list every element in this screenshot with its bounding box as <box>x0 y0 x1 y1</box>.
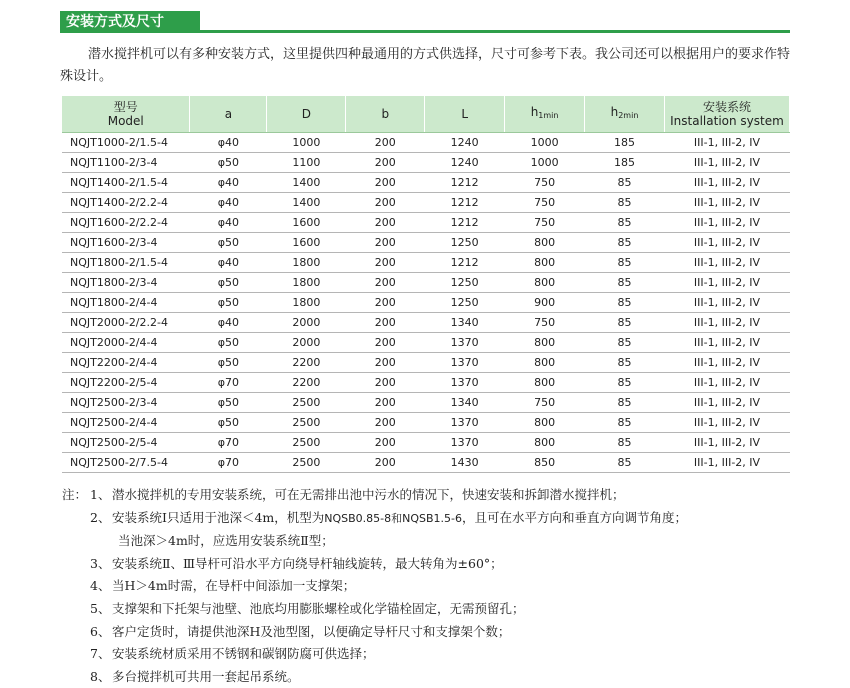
cell-b: 200 <box>346 393 425 413</box>
table-row <box>62 293 790 313</box>
cell-D: 1800 <box>267 253 346 273</box>
cell-D: 1100 <box>267 153 346 173</box>
cell-L: 1430 <box>425 453 505 473</box>
cell-model: NQJT1800-2/1.5-4 <box>62 253 190 273</box>
cell-sys: III-1, III-2, IV <box>664 273 789 293</box>
cell-L: 1212 <box>425 193 505 213</box>
cell-D: 1800 <box>267 293 346 313</box>
table-row <box>62 453 790 473</box>
cell-b: 200 <box>346 173 425 193</box>
header-L: L <box>425 96 505 133</box>
cell-L: 1370 <box>425 373 505 393</box>
cell-D: 2200 <box>267 353 346 373</box>
cell-h1: 800 <box>505 433 585 453</box>
cell-sys: III-1, III-2, IV <box>664 173 789 193</box>
cell-model: NQJT2000-2/2.2-4 <box>62 313 190 333</box>
table-row <box>62 213 790 233</box>
table-row <box>62 153 790 173</box>
table-row <box>62 373 790 393</box>
cell-model: NQJT2500-2/4-4 <box>62 413 190 433</box>
header-installation-system: 安装系统 Installation system <box>664 96 789 133</box>
cell-model: NQJT2200-2/5-4 <box>62 373 190 393</box>
cell-b: 200 <box>346 213 425 233</box>
cell-model: NQJT2500-2/7.5-4 <box>62 453 190 473</box>
cell-h1: 1000 <box>505 133 585 153</box>
header-model: 型号 Model <box>62 96 190 133</box>
cell-h1: 1000 <box>505 153 585 173</box>
cell-h2: 185 <box>585 153 665 173</box>
cell-D: 2000 <box>267 333 346 353</box>
cell-L: 1212 <box>425 173 505 193</box>
cell-h1: 750 <box>505 193 585 213</box>
cell-L: 1340 <box>425 313 505 333</box>
cell-h2: 85 <box>585 253 665 273</box>
cell-model: NQJT2000-2/4-4 <box>62 333 190 353</box>
cell-h2: 85 <box>585 393 665 413</box>
cell-sys: III-1, III-2, IV <box>664 393 789 413</box>
cell-h1: 750 <box>505 173 585 193</box>
cell-sys: III-1, III-2, IV <box>664 413 789 433</box>
cell-L: 1250 <box>425 293 505 313</box>
cell-D: 1800 <box>267 273 346 293</box>
cell-L: 1370 <box>425 353 505 373</box>
table-row <box>62 133 790 153</box>
notes-section <box>62 484 792 688</box>
table-row <box>62 433 790 453</box>
cell-sys: III-1, III-2, IV <box>664 193 789 213</box>
cell-sys: III-1, III-2, IV <box>664 373 789 393</box>
cell-h2: 85 <box>585 413 665 433</box>
table-row <box>62 353 790 373</box>
cell-b: 200 <box>346 313 425 333</box>
cell-a: φ40 <box>190 133 267 153</box>
cell-model: NQJT1400-2/2.2-4 <box>62 193 190 213</box>
table-row <box>62 233 790 253</box>
table-row <box>62 413 790 433</box>
cell-model: NQJT1800-2/4-4 <box>62 293 190 313</box>
note-item: 注： 1、 潜水搅拌机的专用安装系统，可在无需排出池中污水的情况下，快速安装和拆卸潜水搅拌机； <box>62 484 792 507</box>
cell-h2: 85 <box>585 313 665 333</box>
cell-model: NQJT1600-2/2.2-4 <box>62 213 190 233</box>
table-row <box>62 273 790 293</box>
cell-sys: III-1, III-2, IV <box>664 213 789 233</box>
cell-a: φ50 <box>190 153 267 173</box>
note-item: 8、 多台搅拌机可共用一套起吊系统。 <box>90 668 300 684</box>
cell-L: 1212 <box>425 253 505 273</box>
cell-model: NQJT2500-2/3-4 <box>62 393 190 413</box>
header-h1min: $h_{1min}$ <box>505 96 585 133</box>
cell-a: φ50 <box>190 293 267 313</box>
note-item: 6、 客户定货时，请提供池深H及池型图，以便确定导杆尺寸和支撑架个数； <box>90 623 511 639</box>
cell-sys: III-1, III-2, IV <box>664 353 789 373</box>
cell-model: NQJT1800-2/3-4 <box>62 273 190 293</box>
cell-h2: 85 <box>585 373 665 393</box>
cell-h2: 185 <box>585 133 665 153</box>
cell-a: φ50 <box>190 333 267 353</box>
cell-D: 2500 <box>267 453 346 473</box>
note-item: 5、 支撑架和下托架与池壁、池底均用膨胀螺栓或化学锚栓固定，无需预留孔； <box>90 600 525 616</box>
header-a: a <box>190 96 267 133</box>
cell-h1: 850 <box>505 453 585 473</box>
note-continuation: 当池深＞4m时，应选用安装系统Ⅱ型； <box>118 533 334 549</box>
cell-a: φ70 <box>190 433 267 453</box>
cell-a: φ50 <box>190 233 267 253</box>
cell-L: 1370 <box>425 333 505 353</box>
cell-b: 200 <box>346 353 425 373</box>
header-h2min: $h_{2min}$ <box>585 96 665 133</box>
cell-model: NQJT1000-2/1.5-4 <box>62 133 190 153</box>
dimension-table <box>62 96 790 473</box>
cell-h2: 85 <box>585 353 665 373</box>
cell-h1: 800 <box>505 233 585 253</box>
cell-D: 2500 <box>267 413 346 433</box>
cell-a: φ50 <box>190 353 267 373</box>
cell-h2: 85 <box>585 453 665 473</box>
cell-h1: 800 <box>505 353 585 373</box>
cell-b: 200 <box>346 453 425 473</box>
cell-h1: 800 <box>505 253 585 273</box>
table-row <box>62 173 790 193</box>
cell-b: 200 <box>346 133 425 153</box>
table-header-row <box>62 96 790 133</box>
table-row <box>62 333 790 353</box>
cell-b: 200 <box>346 373 425 393</box>
table-row <box>62 193 790 213</box>
cell-D: 1400 <box>267 173 346 193</box>
intro-paragraph: 潜水搅拌机可以有多种安装方式，这里提供四种最通用的方式供选择，尺寸可参考下表。我公司还可以根据用户的要求作特殊设计。 <box>60 47 791 84</box>
cell-D: 1000 <box>267 133 346 153</box>
header-b: b <box>346 96 425 133</box>
cell-L: 1250 <box>425 273 505 293</box>
cell-a: φ40 <box>190 193 267 213</box>
cell-b: 200 <box>346 333 425 353</box>
cell-model: NQJT1600-2/3-4 <box>62 233 190 253</box>
cell-h2: 85 <box>585 193 665 213</box>
cell-h2: 85 <box>585 233 665 253</box>
table-row <box>62 313 790 333</box>
cell-sys: III-1, III-2, IV <box>664 453 789 473</box>
cell-a: φ50 <box>190 393 267 413</box>
notes-label: 注： <box>62 487 88 502</box>
cell-L: 1240 <box>425 153 505 173</box>
cell-D: 1400 <box>267 193 346 213</box>
cell-a: φ50 <box>190 413 267 433</box>
cell-sys: III-1, III-2, IV <box>664 133 789 153</box>
cell-b: 200 <box>346 153 425 173</box>
cell-sys: III-1, III-2, IV <box>664 313 789 333</box>
cell-h1: 750 <box>505 313 585 333</box>
cell-sys: III-1, III-2, IV <box>664 253 789 273</box>
cell-D: 1600 <box>267 213 346 233</box>
cell-h2: 85 <box>585 173 665 193</box>
cell-h1: 750 <box>505 393 585 413</box>
section-header-bar <box>60 11 790 33</box>
cell-a: φ40 <box>190 213 267 233</box>
note-item: 4、 当H＞4m时需，在导杆中间添加一支撑架； <box>90 578 356 594</box>
cell-L: 1212 <box>425 213 505 233</box>
cell-L: 1370 <box>425 433 505 453</box>
cell-h1: 750 <box>505 213 585 233</box>
cell-a: φ40 <box>190 173 267 193</box>
cell-b: 200 <box>346 293 425 313</box>
cell-h2: 85 <box>585 213 665 233</box>
cell-model: NQJT2200-2/4-4 <box>62 353 190 373</box>
cell-a: φ70 <box>190 373 267 393</box>
cell-D: 2000 <box>267 313 346 333</box>
cell-L: 1340 <box>425 393 505 413</box>
cell-sys: III-1, III-2, IV <box>664 433 789 453</box>
cell-model: NQJT1100-2/3-4 <box>62 153 190 173</box>
cell-b: 200 <box>346 413 425 433</box>
cell-sys: III-1, III-2, IV <box>664 333 789 353</box>
cell-L: 1240 <box>425 133 505 153</box>
cell-model: NQJT2500-2/5-4 <box>62 433 190 453</box>
cell-sys: III-1, III-2, IV <box>664 153 789 173</box>
cell-D: 1600 <box>267 233 346 253</box>
cell-D: 2500 <box>267 433 346 453</box>
cell-b: 200 <box>346 233 425 253</box>
cell-b: 200 <box>346 253 425 273</box>
cell-h1: 800 <box>505 333 585 353</box>
cell-h1: 800 <box>505 373 585 393</box>
header-D: D <box>267 96 346 133</box>
section-title: 安装方式及尺寸 <box>60 11 200 33</box>
cell-h2: 85 <box>585 433 665 453</box>
cell-D: 2500 <box>267 393 346 413</box>
cell-L: 1370 <box>425 413 505 433</box>
cell-b: 200 <box>346 193 425 213</box>
cell-b: 200 <box>346 433 425 453</box>
cell-D: 2200 <box>267 373 346 393</box>
cell-model: NQJT1400-2/1.5-4 <box>62 173 190 193</box>
cell-h1: 800 <box>505 273 585 293</box>
cell-a: φ40 <box>190 313 267 333</box>
cell-L: 1250 <box>425 233 505 253</box>
table-row <box>62 253 790 273</box>
cell-h2: 85 <box>585 333 665 353</box>
cell-sys: III-1, III-2, IV <box>664 293 789 313</box>
cell-h1: 800 <box>505 413 585 433</box>
cell-h1: 900 <box>505 293 585 313</box>
cell-a: φ40 <box>190 253 267 273</box>
cell-a: φ70 <box>190 453 267 473</box>
cell-sys: III-1, III-2, IV <box>664 233 789 253</box>
cell-h2: 85 <box>585 273 665 293</box>
table-row <box>62 393 790 413</box>
note-item: 2、 安装系统Ⅰ只适用于池深＜4m，机型为NQSB0.85-8和NQSB1.5-6，且可在水平方向和垂直方向调节角度； <box>90 509 688 525</box>
note-item: 3、 安装系统Ⅱ、Ⅲ导杆可沿水平方向绕导杆轴线旋转，最大转角为±60°； <box>90 555 503 571</box>
cell-h2: 85 <box>585 293 665 313</box>
cell-a: φ50 <box>190 273 267 293</box>
cell-b: 200 <box>346 273 425 293</box>
note-item: 7、 安装系统材质采用不锈钢和碳钢防腐可供选择； <box>90 646 375 662</box>
